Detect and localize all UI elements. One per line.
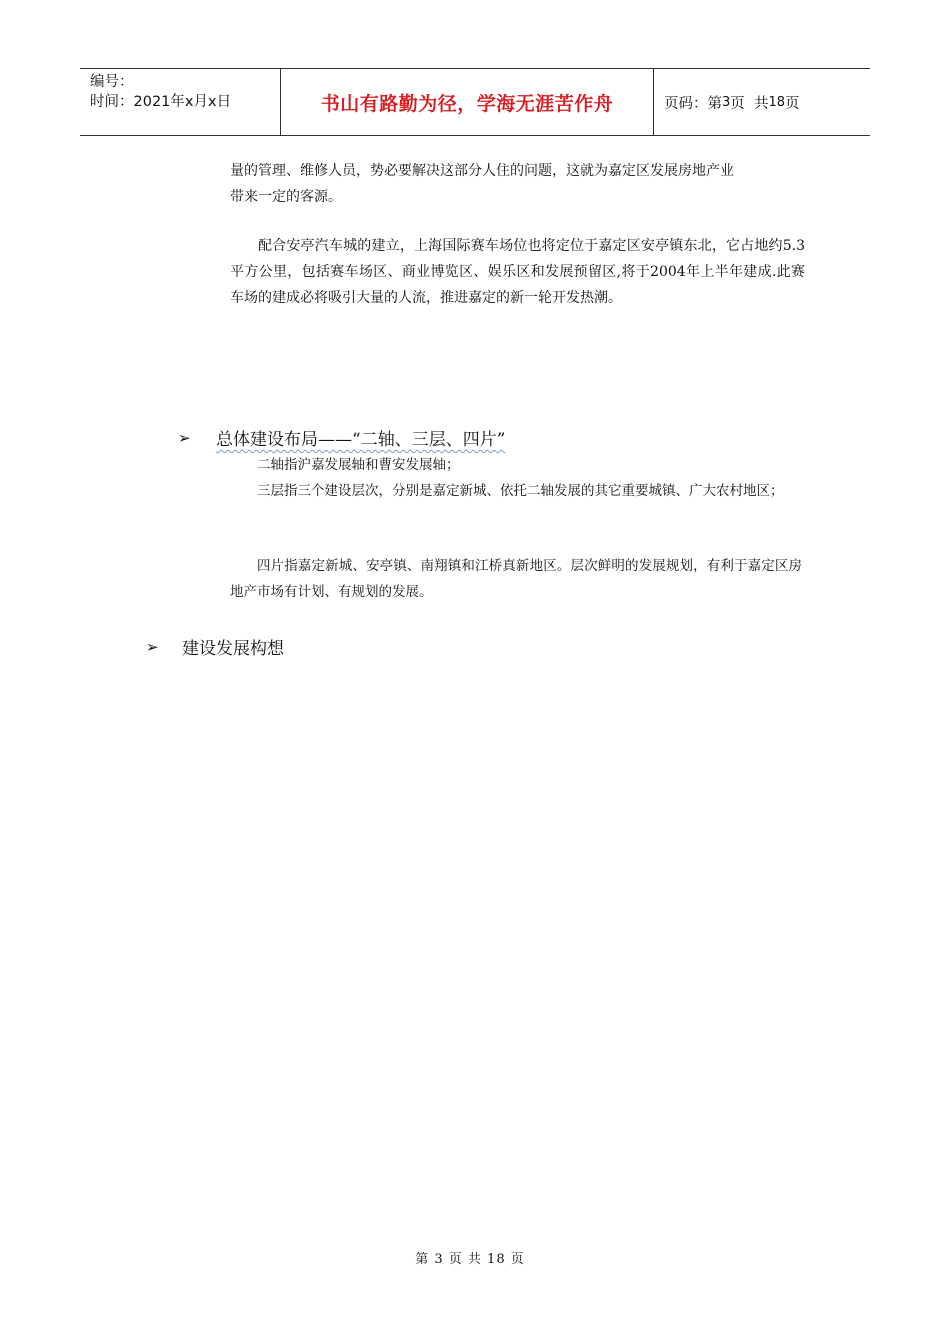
bullet-arrow-icon: ➢ bbox=[178, 428, 191, 447]
page-label-mid: 页 共 bbox=[730, 95, 769, 112]
page-header bbox=[80, 68, 870, 136]
page-label-prefix: 页码：第 bbox=[664, 95, 722, 112]
page-total: 18 bbox=[768, 94, 786, 110]
footer-page-number: 第 3 页 共 18 页 bbox=[415, 1252, 525, 1267]
document-time-label: 时间：2021年x月x日 bbox=[90, 94, 232, 110]
header-page-info bbox=[654, 69, 870, 135]
section-1-line-1: 二轴指沪嘉发展轴和曹安发展轴； bbox=[257, 457, 460, 473]
section-1-heading bbox=[178, 425, 505, 450]
paragraph-2: 配合安亭汽车城的建立，上海国际赛车场位也将定位于嘉定区安亭镇东北，它占地约5.3平方公里，包括赛车场区、商业博览区、娱乐区和发展预留区,将于2004年上半年建成.此赛车场的建成必将吸引大量的人流，推进嘉定的新一轮开发热潮。 bbox=[230, 238, 805, 306]
section-1-title: 总体建设布局——“二轴、三层、四片” bbox=[216, 430, 506, 450]
section-2-title: 建设发展构想 bbox=[182, 639, 284, 659]
header-motto: 书山有路勤为径，学海无涯苦作舟 bbox=[281, 69, 654, 135]
bullet-arrow-icon: ➢ bbox=[146, 637, 159, 656]
header-meta bbox=[80, 69, 281, 135]
section-1-line-2: 三层指三个建设层次，分别是嘉定新城、依托二轴发展的其它重要城镇、广大农村地区； bbox=[257, 483, 784, 499]
paragraph-1-line-2: 带来一定的客源。 bbox=[230, 189, 342, 205]
document-number-label: 编号： bbox=[90, 74, 134, 90]
paragraph-1-line-1: 量的管理、维修人员，势必要解决这部分人住的问题，这就为嘉定区发展房地产业 bbox=[230, 163, 734, 179]
page-current: 3 bbox=[722, 94, 731, 110]
section-2-heading bbox=[146, 634, 284, 659]
page-footer bbox=[0, 1248, 950, 1267]
section-1-line-3: 四片指嘉定新城、安亭镇、南翔镇和江桥真新地区。层次鲜明的发展规划，有利于嘉定区房地产市场有计划、有规划的发展。 bbox=[230, 558, 802, 600]
paragraph-1 bbox=[230, 158, 810, 210]
page-label-suffix: 页 bbox=[785, 95, 800, 112]
